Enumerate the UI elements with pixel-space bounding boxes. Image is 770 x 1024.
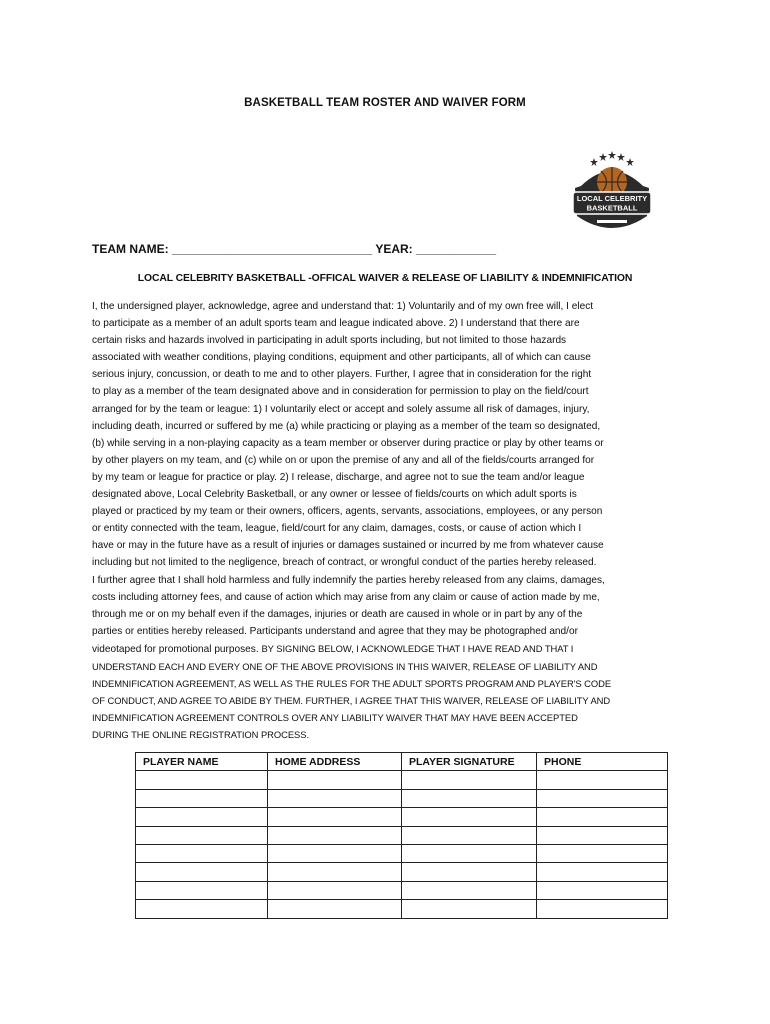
waiver-subtitle: LOCAL CELEBRITY BASKETBALL -OFFICAL WAIVER & RELEASE OF LIABILITY & INDEMNIFICATION [137, 273, 633, 284]
home-address-cell[interactable] [268, 863, 402, 881]
table-row [136, 789, 668, 807]
player-signature-cell[interactable] [402, 881, 537, 899]
table-row [136, 900, 668, 918]
player-signature-cell[interactable] [402, 844, 537, 862]
player-name-cell[interactable] [136, 863, 268, 881]
table-row [136, 826, 668, 844]
player-name-cell[interactable] [136, 900, 268, 918]
player-signature-cell[interactable] [402, 826, 537, 844]
phone-cell[interactable] [537, 826, 668, 844]
phone-cell[interactable] [537, 863, 668, 881]
player-signature-cell[interactable] [402, 771, 537, 789]
waiver-line: arranged for by the team or league: 1) I voluntarily elect or accept and solely assume all risk of damages, injury, [92, 403, 590, 415]
player-signature-cell[interactable] [402, 900, 537, 918]
player-name-cell[interactable] [136, 789, 268, 807]
phone-cell[interactable] [537, 881, 668, 899]
waiver-mixed-caps: BY SIGNING BELOW, I ACKNOWLEDGE THAT I HAVE READ AND THAT I [261, 642, 574, 654]
waiver-line: to play as a member of the team designated above and in consideration for permission to play on the field/court [92, 386, 589, 398]
player-name-cell[interactable] [136, 826, 268, 844]
home-address-cell[interactable] [268, 900, 402, 918]
home-address-cell[interactable] [268, 771, 402, 789]
phone-cell[interactable] [537, 789, 668, 807]
home-address-cell[interactable] [268, 826, 402, 844]
home-address-cell[interactable] [268, 844, 402, 862]
waiver-line: certain risks and hazards involved in participating in adult sports including, but not limited to those hazards [92, 335, 567, 347]
waiver-mixed-normal: videotaped for promotional purposes. [92, 643, 262, 655]
waiver-line-mixed [92, 640, 682, 658]
phone-cell[interactable] [537, 808, 668, 826]
waiver-caps-line: OF CONDUCT, AND AGREE TO ABIDE BY THEM. FURTHER, I AGREE THAT THIS WAIVER, RELEASE OF LIABILITY AND [92, 695, 611, 707]
player-name-cell[interactable] [136, 808, 268, 826]
form-title: BASKETBALL TEAM ROSTER AND WAIVER FORM [244, 97, 526, 109]
phone-cell[interactable] [537, 844, 668, 862]
home-address-cell[interactable] [268, 808, 402, 826]
player-signature-cell[interactable] [402, 789, 537, 807]
player-signature-cell[interactable] [402, 808, 537, 826]
waiver-caps-line: INDEMNIFICATION AGREEMENT, AS WELL AS THE RULES FOR THE ADULT SPORTS PROGRAM AND PLAYER'S CODE [92, 678, 612, 690]
waiver-caps-line: UNDERSTAND EACH AND EVERY ONE OF THE ABOVE PROVISIONS IN THIS WAIVER, RELEASE OF LIABILITY AND [92, 660, 598, 672]
phone-cell[interactable] [537, 771, 668, 789]
table-row [136, 863, 668, 881]
col-player-name: PLAYER NAME [136, 753, 268, 771]
waiver-line: by my team or league for practice or play. 2) I release, discharge, and agree not to sue the team and/or league [92, 471, 585, 483]
table-row [136, 808, 668, 826]
home-address-cell[interactable] [268, 789, 402, 807]
waiver-line: or entity connected with the team, league, field/court for any claim, damages, costs, or cause of action which I [92, 523, 582, 535]
logo-text-line2: BASKETBALL [586, 203, 638, 213]
waiver-line: costs including attorney fees, and cause of action which may arise from any claim or cause of action made by me, [92, 591, 600, 603]
waiver-line: I, the undersigned player, acknowledge, agree and understand that: 1) Voluntarily and of my own free will, I elect [92, 301, 594, 312]
waiver-caps-line: INDEMNIFICATION AGREEMENT CONTROLS OVER ANY LIABILITY WAIVER THAT MAY HAVE BEEN ACCEPTED [92, 712, 578, 724]
waiver-text [92, 298, 682, 743]
waiver-line: by other players on my team, and (c) while on or upon the premise of any and all of the fields/courts arranged for [92, 454, 595, 466]
waiver-line: serious injury, concussion, or death to me and to other players. Further, I agree that in consideration for the right [92, 369, 592, 381]
star-icons [590, 151, 634, 166]
waiver-line: designated above, Local Celebrity Basketball, or any owner or lessee of fields/courts on which adult sports is [92, 489, 577, 501]
player-name-cell[interactable] [136, 881, 268, 899]
col-home-address: HOME ADDRESS [268, 753, 402, 771]
waiver-line: (b) while serving in a non-playing capacity as a team member or observer during practice or play by other teams or [92, 437, 604, 449]
waiver-line: associated with weather conditions, playing conditions, equipment and other participants, all of which can cause [92, 352, 591, 364]
waiver-line: I further agree that I shall hold harmless and fully indemnify the parties hereby released from any claims, damages, [92, 574, 605, 586]
player-name-cell[interactable] [136, 771, 268, 789]
waiver-line: parties or entities hereby released. Participants understand and agree that they may be photographed and/or [92, 625, 578, 637]
logo-text-line1: LOCAL CELEBRITY [576, 194, 648, 203]
waiver-line: through me or on my behalf even if the damages, injuries or death are caused in whole or in part by any of the [92, 608, 583, 620]
waiver-line: played or practiced by my team or their owners, officers, agents, servants, associations, employees, or any person [92, 506, 603, 518]
phone-cell[interactable] [537, 900, 668, 918]
waiver-line: to participate as a member of an adult sports team and league indicated above. 2) I understand that there are [92, 318, 580, 330]
roster-table [135, 752, 668, 919]
col-phone: PHONE [537, 753, 668, 771]
table-row [136, 881, 668, 899]
player-name-cell[interactable] [136, 844, 268, 862]
team-name-year-line: TEAM NAME: ______________________________ YEAR: ____________ [92, 242, 497, 256]
roster-header-row [136, 753, 668, 771]
col-player-signature: PLAYER SIGNATURE [402, 753, 537, 771]
waiver-line: including but not limited to the negligence, breach of contract, or wrongful conduct of the parties hereby released. [92, 557, 597, 569]
waiver-caps-line: DURING THE ONLINE REGISTRATION PROCESS. [92, 729, 310, 741]
table-row [136, 844, 668, 862]
table-row [136, 771, 668, 789]
waiver-line: have or may in the future have as a result of injuries or damages sustained or incurred by me from whatever cause [92, 540, 604, 552]
home-address-cell[interactable] [268, 881, 402, 899]
waiver-line: including death, incurred or suffered by me (a) while practicing or playing as a member of the team so designated, [92, 420, 601, 432]
local-celebrity-basketball-logo [567, 148, 657, 240]
player-signature-cell[interactable] [402, 863, 537, 881]
